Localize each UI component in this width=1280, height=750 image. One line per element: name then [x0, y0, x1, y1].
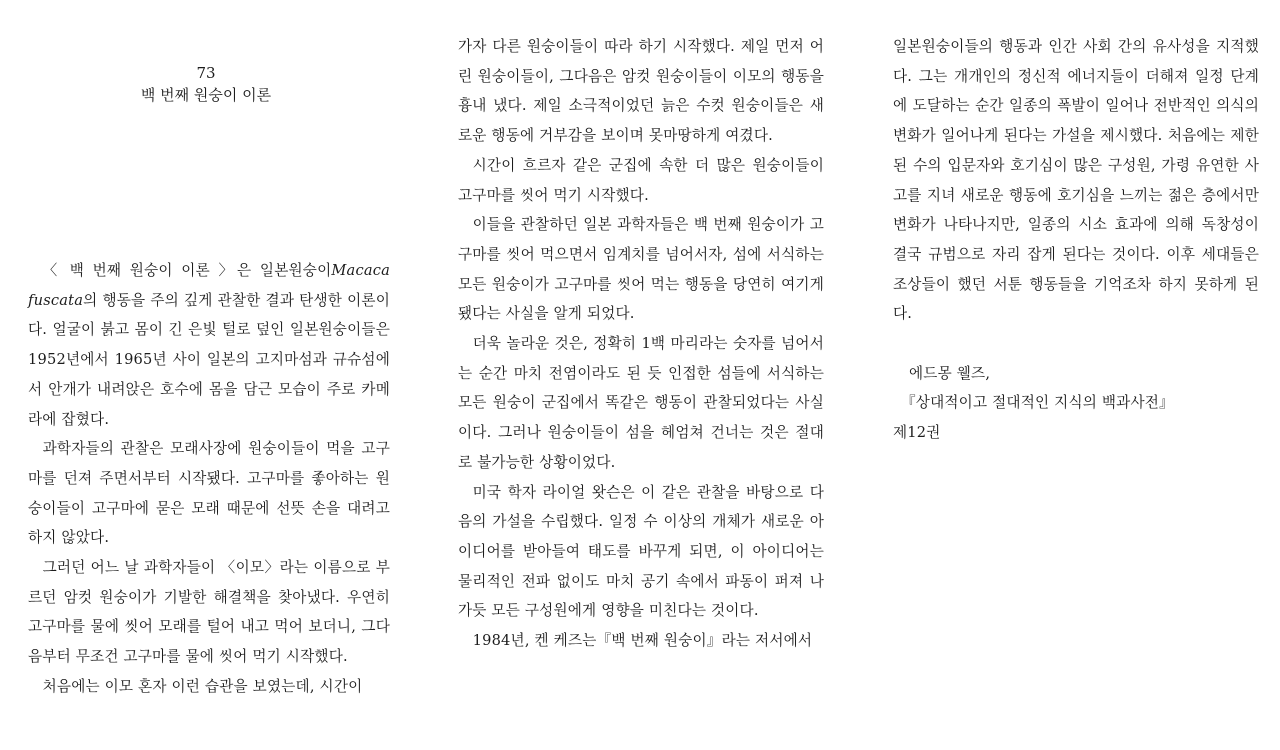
paragraph-intro: [28, 256, 390, 434]
chapter-number: 73: [196, 64, 216, 82]
paragraph: 이들을 관찰하던 일본 과학자들은 백 번째 원숭이가 고구마를 씻어 먹으면서 임계치를 넘어서자, 섬에 서식하는 모든 원숭이가 고구마를 씻어 먹는 행동을 당연히 여기게 됐다는 사실을 알게 되었다.: [458, 216, 824, 323]
citation-author: 에드몽 웰즈,: [909, 364, 991, 382]
citation-volume: 제12권: [893, 424, 941, 442]
column-body: [28, 256, 390, 702]
paragraph: 처음에는 이모 혼자 이런 습관을 보였는데, 시간이: [42, 677, 363, 695]
chapter-title: 백 번째 원숭이 이론: [140, 86, 272, 104]
chapter-heading: [28, 62, 384, 106]
paragraph-continued: 일본원숭이들의 행동과 인간 사회 간의 유사성을 지적했다. 그는 개개인의 정신적 에너지들이 더해져 일정 단계에 도달하는 순간 일종의 폭발이 일어나 전반적인 의식의 변화가 일어나게 된다는 가설을 제시했다. 처음에는 제한된 수의 입문자와 호기심이 많은 구성원, 가령 유연한 사고를 지녀 새로운 행동에 호기심을 느끼는 젊은 층에서만 변화가 나타나지만, 일종의 시소 효과에 의해 독창성이 결국 규범으로 자리 잡게 된다는 것이다. 이후 세대들은 조상들이 했던 서툰 행동들을 기억조차 하지 못하게 된다.: [893, 38, 1259, 323]
column-body: [893, 32, 1259, 448]
citation-block: [893, 359, 1259, 448]
paragraph: 미국 학자 라이얼 왓슨은 이 같은 관찰을 바탕으로 다음의 가설을 수립했다. 일정 수 이상의 개체가 새로운 아이디어를 받아들여 태도를 바꾸게 되면, 이 아이디어는 물리적인 전파 없이도 마치 공기 속에서 파동이 퍼져 나가듯 모든 구성원에게 영향을 미친다는 것이다.: [458, 483, 824, 620]
paragraph: 과학자들의 관찰은 모래사장에 원숭이들이 먹을 고구마를 던져 주면서부터 시작됐다. 고구마를 좋아하는 원숭이들이 고구마에 묻은 모래 때문에 선뜻 손을 대려고 하지 않았다.: [28, 440, 390, 547]
intro-text-start: 〈 백 번째 원숭이 이론 〉은 일본원숭이: [42, 262, 332, 279]
latin-species-name: Macaca fuscata: [28, 262, 390, 309]
paragraph: 1984년, 켄 케즈는『백 번째 원숭이』라는 저서에서: [472, 632, 813, 650]
paragraph: 그러던 어느 날 과학자들이 〈이모〉라는 이름으로 부르던 암컷 원숭이가 기발한 해결책을 찾아냈다. 우연히 고구마를 물에 씻어 모래를 털어 내고 먹어 보더니, 그다음부터 무조건 고구마를 물에 씻어 먹기 시작했다.: [28, 559, 390, 666]
citation-book-title: 『상대적이고 절대적인 지식의 백과사전』: [901, 394, 1174, 412]
paragraph-continued: 가자 다른 원숭이들이 따라 하기 시작했다. 제일 먼저 어린 원숭이들이, 그다음은 암컷 원숭이들이 이모의 행동을 흉내 냈다. 제일 소극적이었던 늙은 수컷 원숭이들은 새로운 행동에 거부감을 보이며 못마땅하게 여겼다.: [458, 38, 824, 145]
paragraph: 시간이 흐르자 같은 군집에 속한 더 많은 원숭이들이 고구마를 씻어 먹기 시작했다.: [458, 156, 824, 204]
paragraph: 더욱 놀라운 것은, 정확히 1백 마리라는 숫자를 넘어서는 순간 마치 전염이라도 된 듯 인접한 섬들에 서식하는 모든 원숭이 군집에서 똑같은 행동이 관찰되었다는 사실이다. 그러나 원숭이들이 섬을 헤엄쳐 건너는 것은 절대로 불가능한 상황이었다.: [458, 335, 824, 471]
intro-text-end: 의 행동을 주의 깊게 관찰한 결과 탄생한 이론이다. 얼굴이 붉고 몸이 긴 은빛 털로 덮인 일본원숭이들은 1952년에서 1965년 사이 일본의 고지마섬과 규슈섬에서 안개가 내려앉은 호수에 몸을 담근 모습이 주로 카메라에 잡혔다.: [28, 291, 390, 428]
column-body: [458, 32, 824, 656]
